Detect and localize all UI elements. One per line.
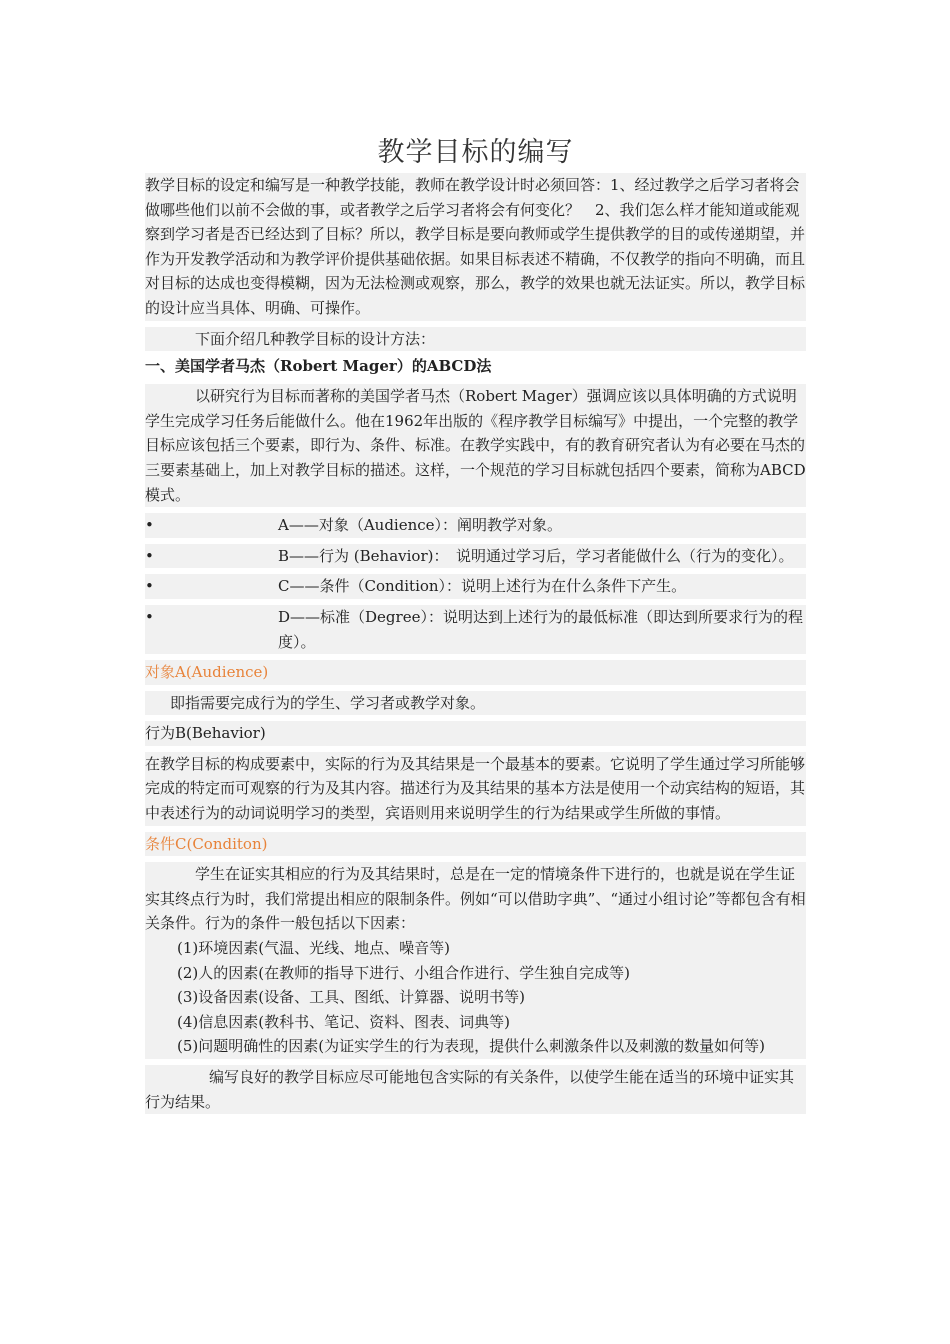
- section1-paragraph: 以研究行为目标而著称的美国学者马杰（Robert Mager）强调应该以具体明确的方式说明学生完成学习任务后能做什么。他在1962年出版的《程序教学目标编写》中提出，一个完整的教学目标应该包括三个要素，即行为、条件、标准。在教学实践中，有的教育研究者认为有必要在马杰的三要素基础上，加上对教学目标的描述。这样，一个规范的学习目标就包括四个要素，简称为ABCD模式。: [145, 384, 806, 507]
- audience-heading: 对象A(Audience): [145, 660, 806, 685]
- condition-heading: 条件C(Conditon): [145, 832, 806, 857]
- condition-list-item: (5)问题明确性的因素(为证实学生的行为表现，提供什么刺激条件以及刺激的数量如何等): [145, 1034, 806, 1059]
- bullet-mark: •: [145, 577, 154, 596]
- bullet-text: C——条件（Condition）：说明上述行为在什么条件下产生。: [278, 577, 687, 596]
- document-title: 教学目标的编写: [377, 137, 574, 168]
- methods-intro: 下面介绍几种教学目标的设计方法：: [145, 327, 806, 352]
- bullet-mark: •: [145, 607, 154, 626]
- bullet-item: [145, 574, 806, 599]
- bullet-mark: •: [145, 546, 154, 565]
- bullet-text: D——标准（Degree）：说明达到上述行为的最低标准（即达到所要求行为的程度）。: [278, 607, 803, 651]
- intro-paragraph: 教学目标的设定和编写是一种教学技能，教师在教学设计时必须回答：1、经过教学之后学习者将会做哪些他们以前不会做的事，或者教学之后学习者将会有何变化？ 2、我们怎么样才能知道或能观察到学习者是否已经达到了目标？所以，教学目标是要向教师或学生提供教学的目的或传递期望，并作为开发教学活动和为教学评价提供基础依据。如果目标表述不精确，不仅教学的指向不明确，而且对目标的达成也变得模糊，因为无法检测或观察，那么，教学的效果也就无法证实。所以，教学目标的设计应当具体、明确、可操作。: [145, 173, 806, 321]
- bullet-mark: •: [145, 516, 154, 535]
- document-page: [145, 130, 806, 1114]
- condition-list-item: (4)信息因素(教科书、笔记、资料、图表、词典等): [145, 1010, 806, 1035]
- condition-paragraph: 学生在证实其相应的行为及其结果时，总是在一定的情境条件下进行的，也就是说在学生证实其终点行为时，我们常提出相应的限制条件。例如“可以借助字典”、“通过小组讨论”等都包含有相关条件。行为的条件一般包括以下因素：: [145, 862, 806, 936]
- behavior-paragraph: 在教学目标的构成要素中，实际的行为及其结果是一个最基本的要素。它说明了学生通过学习所能够完成的特定而可观察的行为及其内容。描述行为及其结果的基本方法是使用一个动宾结构的短语，其中表述行为的动词说明学习的类型，宾语则用来说明学生的行为结果或学生所做的事情。: [145, 752, 806, 826]
- bullet-text: A——对象（Audience）：阐明教学对象。: [278, 516, 563, 535]
- condition-list-item: (1)环境因素(气温、光线、地点、噪音等): [145, 936, 806, 961]
- condition-list-item: (3)设备因素(设备、工具、图纸、计算器、说明书等): [145, 985, 806, 1010]
- bullet-item: [145, 513, 806, 538]
- bullet-item: [145, 605, 806, 654]
- section1-heading: 一、美国学者马杰（Robert Mager）的ABCD法: [145, 357, 492, 376]
- audience-paragraph: 即指需要完成行为的学生、学习者或教学对象。: [145, 691, 806, 716]
- behavior-heading: 行为B(Behavior): [145, 721, 806, 746]
- condition-list-item: (2)人的因素(在教师的指导下进行、小组合作进行、学生独自完成等): [145, 961, 806, 986]
- bullet-item: [145, 544, 806, 569]
- closing-paragraph: 编写良好的教学目标应尽可能地包含实际的有关条件，以使学生能在适当的环境中证实其行为结果。: [145, 1065, 806, 1114]
- bullet-text: B——行为 (Behavior)： 说明通过学习后，学习者能做什么（行为的变化）。: [278, 546, 794, 565]
